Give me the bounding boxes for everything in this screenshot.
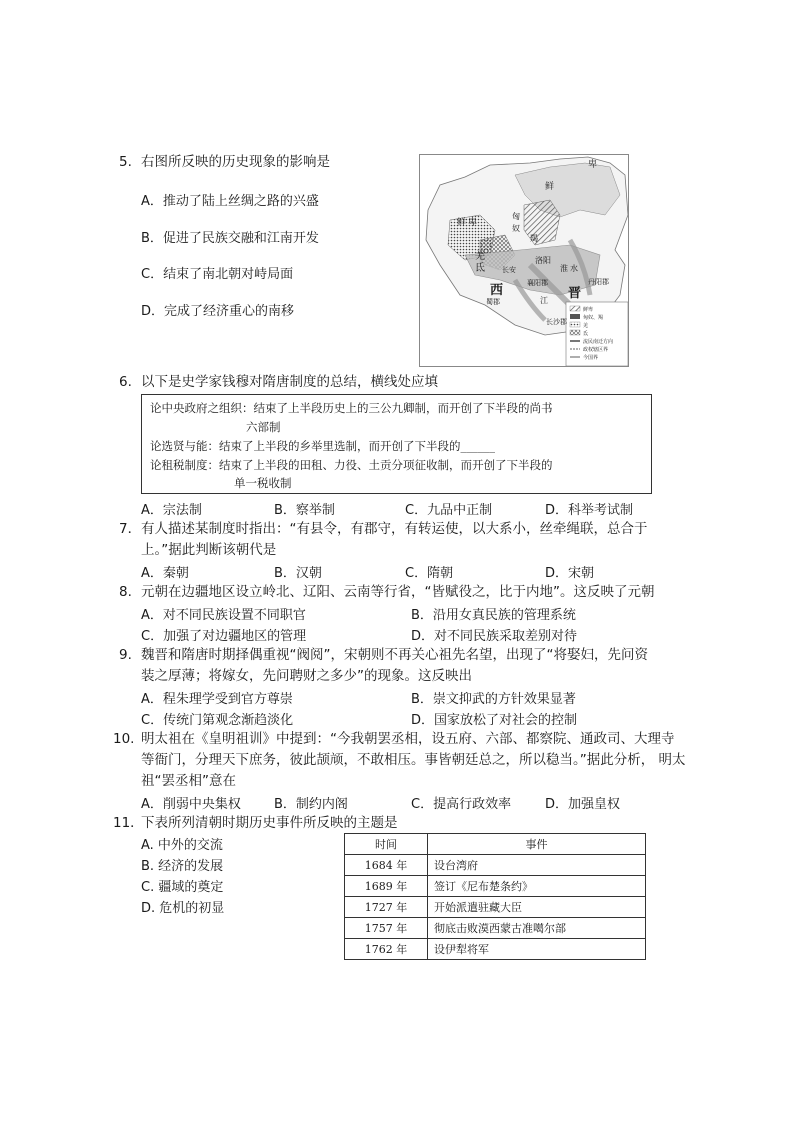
- cell-time: 1727 年: [345, 897, 428, 918]
- q7-stem-line2: 上。”据此判断该朝代是: [141, 542, 277, 558]
- q11-option-c[interactable]: C. 疆域的奠定: [141, 880, 224, 895]
- q5-option-d[interactable]: D．完成了经济重心的南移: [141, 304, 295, 319]
- map-label: 长安: [502, 266, 516, 274]
- table-row: [345, 855, 646, 876]
- q6-option-a[interactable]: A．宗法制: [141, 503, 202, 518]
- q9-stem-line1: 魏晋和隋唐时期择偶重视“阀阅”，宋朝则不再关心祖先名望，出现了“将娶妇，先问资: [141, 647, 648, 663]
- table-row: [345, 918, 646, 939]
- q5-number: 5.: [119, 154, 132, 170]
- map-label: 鲜: [545, 182, 555, 192]
- q6-option-c[interactable]: C．九品中正制: [405, 503, 493, 518]
- table-row: [345, 939, 646, 960]
- q8-number: 8.: [119, 584, 132, 600]
- q6-number: 6.: [119, 374, 132, 390]
- q7-option-d[interactable]: D．宋朝: [545, 566, 595, 581]
- q11-stem: 下表所列清朝时期历史事件所反映的主题是: [141, 815, 398, 831]
- cell-time: 1757 年: [345, 918, 428, 939]
- q7-number: 7．: [119, 521, 142, 537]
- table-row: [345, 876, 646, 897]
- table-header-row: [345, 834, 646, 855]
- q10-stem-line3: 祖“罢丞相”意在: [141, 773, 236, 789]
- cell-event: 设台湾府: [428, 855, 646, 876]
- table-row: [345, 897, 646, 918]
- quote-line: 论租税制度：结束了上半段的田租、力役、土贡分项征收制，而开创了下半段的: [150, 458, 553, 472]
- quote-line: 论选贤与能：结束了上半段的乡举里选制，而开创了下半段的______: [150, 439, 495, 453]
- q8-option-c[interactable]: C．加强了对边疆地区的管理: [141, 629, 307, 644]
- q9-option-c[interactable]: C．传统门第观念渐趋淡化: [141, 713, 294, 728]
- cell-event: 签订《尼布楚条约》: [428, 876, 646, 897]
- q11-option-b[interactable]: B. 经济的发展: [141, 859, 224, 874]
- q5-stem: 右图所反映的历史现象的影响是: [141, 154, 330, 170]
- map-label: 奴: [512, 224, 520, 233]
- legend-item: 流民南迁方向: [583, 339, 614, 345]
- q11-option-a[interactable]: A. 中外的交流: [141, 838, 223, 853]
- q10-stem-line2: 等衙门，分理天下庶务，彼此颉颃，不敢相压。事皆朝廷总之，所以稳当。”据此分析， 明太: [141, 752, 686, 768]
- cell-time: 1684 年: [345, 855, 428, 876]
- cell-event: 开始派遣驻藏大臣: [428, 897, 646, 918]
- map-label: 匈: [512, 212, 520, 221]
- header-time: 时间: [345, 834, 428, 855]
- q6-stem: 以下是史学家钱穆对隋唐制度的总结，横线处应填: [141, 374, 438, 390]
- q9-option-a[interactable]: A．程朱理学受到官方尊崇: [141, 692, 293, 707]
- q6-option-b[interactable]: B．察举制: [274, 503, 335, 518]
- q7-option-c[interactable]: C．隋朝: [405, 566, 454, 581]
- q7-option-b[interactable]: B．汉朝: [274, 566, 322, 581]
- legend-item: 今国界: [583, 355, 599, 361]
- map-label: 水: [570, 264, 578, 273]
- events-table: [344, 833, 646, 960]
- map-label: 羌: [475, 251, 485, 262]
- legend-item: 匈奴、羯: [583, 315, 604, 321]
- map-label: 羯: [530, 234, 538, 243]
- q9-stem-line2: 装之厚薄；将嫁女，先问聘财之多少”的现象。这反映出: [141, 668, 472, 684]
- cell-time: 1762 年: [345, 939, 428, 960]
- map-label: 长沙郡: [546, 318, 567, 326]
- legend-item: 鲜卑: [583, 307, 594, 313]
- q10-stem-line1: 明太祖在《皇明祖训》中提到：“今我朝罢丞相，设五府、六部、都察院、通政司、大理寺: [141, 731, 675, 747]
- legend-item: 氐: [583, 331, 589, 337]
- q9-option-b[interactable]: B．崇文抑武的方针效果显著: [411, 692, 576, 707]
- map-label: 卑: [468, 218, 478, 228]
- quote-line: 论中央政府之组织：结束了上半段历史上的三公九卿制，而开创了下半段的尚书: [150, 401, 553, 415]
- q8-option-a[interactable]: A．对不同民族设置不同职官: [141, 608, 306, 623]
- q10-option-b[interactable]: B．制约内阁: [274, 797, 348, 812]
- q10-option-c[interactable]: C．提高行政效率: [411, 797, 512, 812]
- map-label: 江: [540, 296, 548, 305]
- map-label: 西: [490, 283, 504, 298]
- q8-stem: 元朝在边疆地区设立岭北、辽阳、云南等行省，“皆赋役之，比于内地”。这反映了元朝: [141, 584, 655, 600]
- q11-option-d[interactable]: D. 危机的初显: [141, 901, 225, 916]
- q7-stem-line1: 有人描述某制度时指出：“有县令，有郡守，有转运使，以大系小，丝牵绳联，总合于: [141, 521, 648, 537]
- map-label: 丹阳郡: [588, 278, 609, 286]
- q5-option-b[interactable]: B．促进了民族交融和江南开发: [141, 231, 319, 246]
- q8-option-b[interactable]: B．沿用女真民族的管理系统: [411, 608, 576, 623]
- history-map: [419, 154, 629, 367]
- q5-option-c[interactable]: C．结束了南北朝对峙局面: [141, 267, 294, 282]
- legend-item: 羌: [583, 323, 589, 329]
- map-label: 氐: [475, 263, 485, 274]
- q8-option-d[interactable]: D．对不同民族采取差别对待: [411, 629, 578, 644]
- map-label: 蜀郡: [486, 298, 500, 306]
- map-label: 鲜: [457, 218, 467, 228]
- quote-box: [141, 394, 652, 494]
- cell-event: 彻底击败漠西蒙古准噶尔部: [428, 918, 646, 939]
- q5-option-a[interactable]: A．推动了陆上丝绸之路的兴盛: [141, 194, 319, 209]
- q10-option-d[interactable]: D．加强皇权: [545, 797, 621, 812]
- cell-event: 设伊犁将军: [428, 939, 646, 960]
- q6-option-d[interactable]: D．科举考试制: [545, 503, 634, 518]
- header-event: 事件: [428, 834, 646, 855]
- map-label: 卑: [588, 160, 598, 170]
- q10-number: 10.: [113, 731, 135, 747]
- q9-option-d[interactable]: D．国家放松了对社会的控制: [411, 713, 578, 728]
- cell-time: 1689 年: [345, 876, 428, 897]
- quote-line: 单一税收制: [234, 476, 292, 490]
- q9-number: 9.: [119, 647, 132, 663]
- legend-item: 政权辖区界: [583, 347, 609, 353]
- q10-option-a[interactable]: A．削弱中央集权: [141, 797, 241, 812]
- q7-option-a[interactable]: A．秦朝: [141, 566, 189, 581]
- q11-number: 11．: [113, 815, 144, 831]
- map-label: 洛阳: [535, 256, 551, 265]
- quote-line: 六部制: [246, 420, 281, 434]
- map-label: 淮: [560, 264, 568, 273]
- map-label: 晋: [568, 286, 582, 301]
- map-drawing: [420, 155, 629, 367]
- map-label: 襄阳郡: [527, 279, 548, 287]
